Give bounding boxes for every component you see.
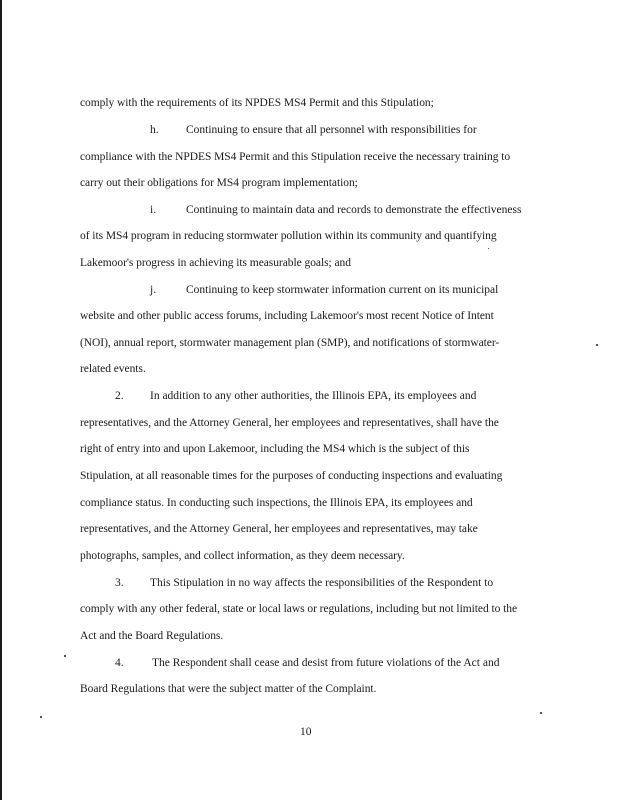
text-line: comply with any other federal, state or local laws or regulations, including but not limited to the <box>80 603 518 615</box>
scan-speck <box>488 248 489 249</box>
scan-speck <box>596 344 598 346</box>
text-line: representatives, and the Attorney General, her employees and representatives, may take <box>80 523 478 535</box>
item-marker-j: j. <box>150 284 157 296</box>
text-line: photographs, samples, and collect information, as they deem necessary. <box>80 550 405 562</box>
text-line: Act and the Board Regulations. <box>80 630 224 642</box>
paragraph-marker-4: 4. <box>115 657 124 669</box>
text-line: Board Regulations that were the subject matter of the Complaint. <box>80 683 377 695</box>
text-line: compliance status. In conducting such inspections, the Illinois EPA, its employees and <box>80 497 473 509</box>
text-line: Stipulation, at all reasonable times for the purposes of conducting inspections and evaluating <box>80 470 503 482</box>
text-line: compliance with the NPDES MS4 Permit and this Stipulation receive the necessary training to <box>80 151 511 163</box>
item-text-j: Continuing to keep stormwater information current on its municipal <box>186 284 499 296</box>
page-edge-rule <box>0 0 2 800</box>
text-line: Lakemoor's progress in achieving its measurable goals; and <box>80 257 351 269</box>
text-line: carry out their obligations for MS4 program implementation; <box>80 177 358 189</box>
text-line: comply with the requirements of its NPDES MS4 Permit and this Stipulation; <box>80 97 434 109</box>
text-line: right of entry into and upon Lakemoor, including the MS4 which is the subject of this <box>80 443 470 455</box>
item-marker-i: i. <box>150 204 157 216</box>
paragraph-marker-3: 3. <box>115 577 124 589</box>
text-line: (NOI), annual report, stormwater management plan (SMP), and notifications of stormwater- <box>80 337 500 349</box>
scan-speck <box>540 712 542 714</box>
paragraph-marker-2: 2. <box>115 390 124 402</box>
text-line: website and other public access forums, including Lakemoor's most recent Notice of Intent <box>80 310 494 322</box>
page-number: 10 <box>300 726 312 738</box>
paragraph-text-3: This Stipulation in no way affects the responsibilities of the Respondent to <box>150 577 494 589</box>
paragraph-text-4: The Respondent shall cease and desist from future violations of the Act and <box>152 657 500 669</box>
item-marker-h: h. <box>150 124 159 136</box>
item-text-h: Continuing to ensure that all personnel with responsibilities for <box>186 124 477 136</box>
paragraph-text-2: In addition to any other authorities, the Illinois EPA, its employees and <box>150 390 477 402</box>
scan-speck <box>64 655 66 657</box>
item-text-i: Continuing to maintain data and records to demonstrate the effectiveness <box>186 204 522 216</box>
text-line: related events. <box>80 363 146 375</box>
text-line: of its MS4 program in reducing stormwater pollution within its community and quantifying <box>80 230 497 242</box>
text-line: representatives, and the Attorney General, her employees and representatives, shall have the <box>80 417 499 429</box>
scan-speck <box>40 716 42 718</box>
